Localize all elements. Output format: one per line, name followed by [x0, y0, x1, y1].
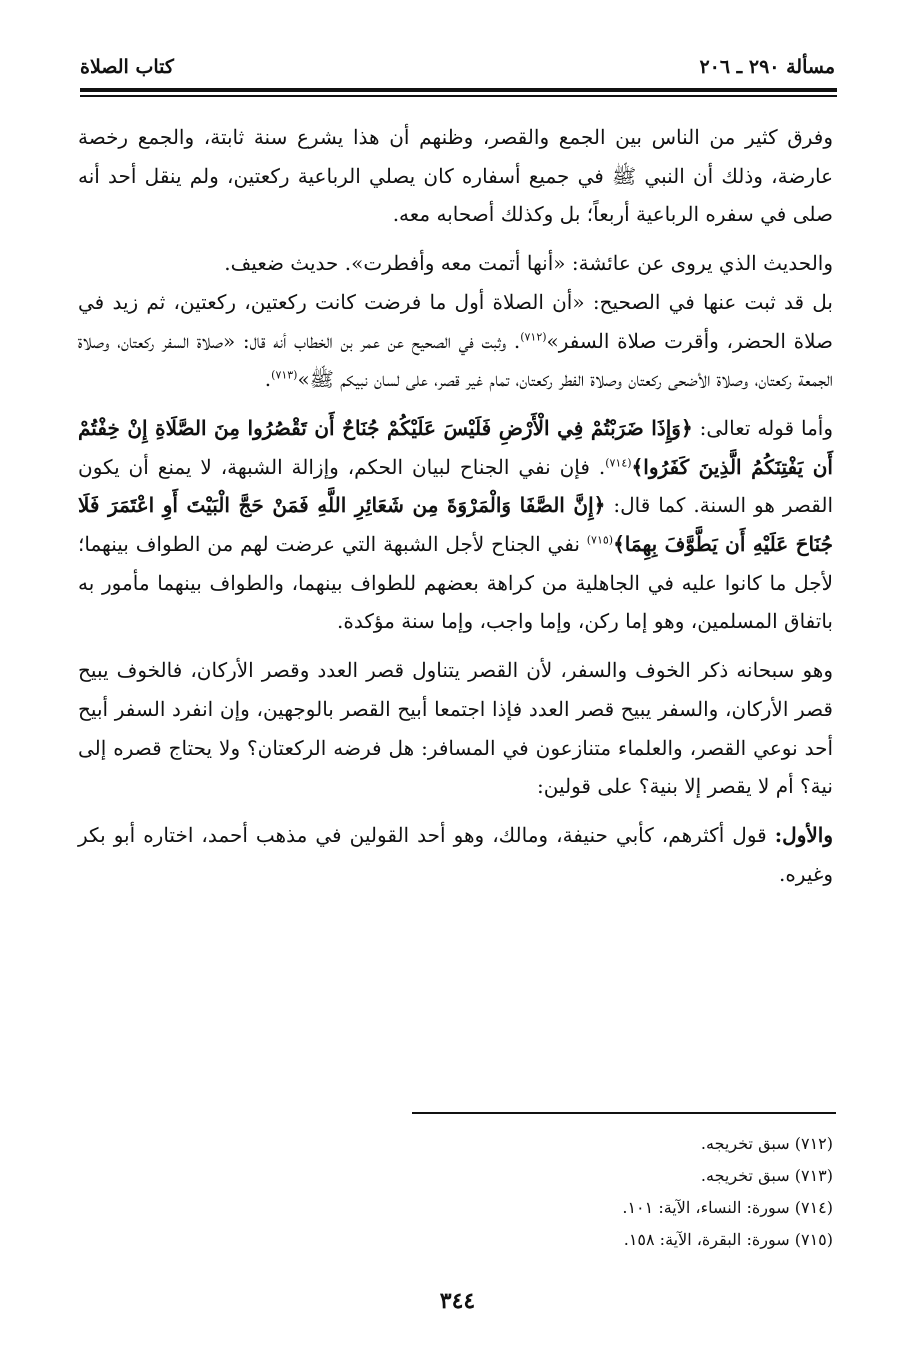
main-text — [78, 118, 833, 893]
paragraph-1: وفرق كثير من الناس بين الجمع والقصر، وظنهم أن هذا يشرع سنة ثابتة، والجمع رخصة عارضة، وذلك أن النبي ﷺ في جميع أسفاره كان يصلي الرباعية ركعتين، ولم ينقل أحد أنه صلى في سفره الرباعية أربعاً؛ بل وكذلك أصحابه معه. — [78, 125, 833, 227]
footnote-712: (٧١٢) سبق تخريجه. — [700, 1134, 833, 1153]
header-rule-thin — [80, 95, 837, 97]
footnote-ref-715: (٧١٥) — [586, 533, 614, 547]
footnote-ref-713: (٧١٣) — [271, 368, 298, 382]
paragraph-3: وأما قوله تعالى: ﴿وَإِذَا ضَرَبْتُمْ فِي الْأَرْضِ فَلَيْسَ عَلَيْكُمْ جُنَاحٌ أَن تَقْصُرُوا مِنَ الصَّلَاةِ إِنْ خِفْتُمْ أَن يَفْتِنَكُمُ الَّذِينَ كَفَرُوا﴾$^{(٧١٤)}$. فإن نفي الجناح لبيان الحكم، وإزالة الشبهة، لا يمنع أن يكون القصر هو السنة. كما قال: ﴿إِنَّ الصَّفَا وَالْمَرْوَةَ مِن شَعَائِرِ اللَّهِ فَمَنْ حَجَّ الْبَيْتَ أَوِ اعْتَمَرَ فَلَا جُنَاحَ عَلَيْهِ أَن يَطَّوَّفَ بِهِمَا﴾$^{(٧١٥)}$ نفي الجناح لأجل الشبهة التي عرضت لهم من الطواف بينهما؛ لأجل ما كانوا عليه في الجاهلية من كراهة بعضهم للطواف بينهما، والطواف بينهما مأمور به باتفاق المسلمين، وهو إما ركن، وإما واجب، وإما سنة مؤكدة. — [78, 415, 833, 634]
quran-verse-baqara-158: ﴿إِنَّ الصَّفَا وَالْمَرْوَةَ مِن شَعَائِرِ اللَّهِ فَمَنْ حَجَّ الْبَيْتَ أَوِ اعْتَمَرَ فَلَا جُنَاحَ عَلَيْهِ أَن يَطَّوَّفَ بِهِمَا﴾ — [78, 493, 833, 557]
footnote-713: (٧١٣) سبق تخريجه. — [700, 1166, 833, 1185]
paragraph-2: بل قد ثبت عنها في الصحيح: «أن الصلاة أول ما فرضت كانت ركعتين، ركعتين، ثم زيد في صلاة الحضر، وأقرت صلاة السفر»$^{(٧١٢)}$. وثبت في الصحيح عن عمر بن الخطاب أنه قال: «صلاة السفر ركعتان، وصلاة الجمعة ركعتان، وصلاة الأضحى ركعتان وصلاة الفطر ركعتان، تمام غير قصر، على لسان نبيكم ﷺ»$^{(٧١٣)}$. — [78, 289, 833, 392]
quran-verse-nisa-101: ﴿وَإِذَا ضَرَبْتُمْ فِي الْأَرْضِ فَلَيْسَ عَلَيْكُمْ جُنَاحٌ أَن تَقْصُرُوا مِنَ الصَّلَاةِ إِنْ خِفْتُمْ أَن يَفْتِنَكُمُ الَّذِينَ كَفَرُوا﴾ — [78, 415, 833, 479]
footnote-ref-712: (٧١٢) — [520, 329, 547, 343]
running-header — [80, 50, 835, 84]
header-rule-thick — [80, 88, 837, 92]
paragraph-4: وهو سبحانه ذكر الخوف والسفر، لأن القصر يتناول قصر العدد وقصر الأركان، فالخوف يبيح قصر الأركان، والسفر يبيح قصر العدد فإذا اجتمعا أبيح القصر بالوجهين، وإن انفرد السفر أبيح أحد نوعي القصر، والعلماء متنازعون في المسافر: هل فرضه الركعتان؟ ولا يحتاج قصره إلى نية؟ أم لا يقصر إلا بنية؟ على قولين: — [78, 658, 833, 799]
paragraph-2-line-1: والحديث الذي يروى عن عائشة: «أنها أتمت معه وأفطرت». حديث ضعيف. — [224, 251, 833, 276]
first-opinion-marker: والأول: — [774, 822, 833, 847]
footnote-714: (٧١٤) سورة: النساء، الآية: ١٠١. — [622, 1198, 833, 1217]
header-issue-range: مسألة ٢٩٠ ـ ٢٠٦ — [699, 56, 835, 78]
paragraph-5: والأول: قول أكثرهم، كأبي حنيفة، ومالك، وهو أحد القولين في مذهب أحمد، اختاره أبو بكر وغيره. — [78, 822, 833, 886]
footnote-715: (٧١٥) سورة: البقرة، الآية: ١٥٨. — [623, 1230, 833, 1249]
footnotes — [73, 1128, 833, 1256]
footnote-ref-714: (٧١٤) — [605, 455, 632, 469]
page-number: ٣٤٤ — [439, 1288, 476, 1314]
header-book-title: كتاب الصلاة — [80, 56, 174, 78]
footnote-separator — [412, 1112, 836, 1114]
